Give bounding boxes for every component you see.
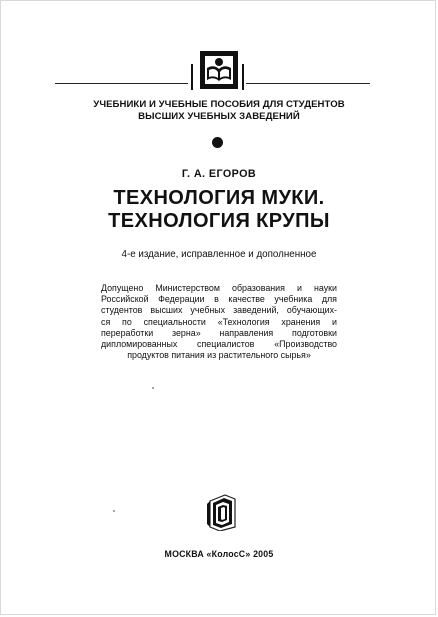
approval-line: дипломированных специалистов «Производство <box>101 339 337 350</box>
approval-line: переработки зерна» направления подготовки <box>101 327 337 338</box>
approval-line: Российской Федерации в качестве учебника для <box>101 294 337 305</box>
emblem-bar-right <box>242 64 244 90</box>
top-rule-left <box>55 83 188 84</box>
approval-line: Допущено Министерством образования и науки <box>101 283 337 293</box>
book-title <box>41 187 397 233</box>
title-line: ТЕХНОЛОГИЯ МУКИ. <box>113 187 325 209</box>
approval-line: продуктов питания из растительного сырья» <box>127 350 311 361</box>
approval-line: студентов высших учебных заведений, обучающих- <box>101 305 337 316</box>
bullet-dot <box>212 137 223 148</box>
title-line: ТЕХНОЛОГИЯ КРУПЫ <box>108 210 330 232</box>
series-line: ВЫСШИХ УЧЕБНЫХ ЗАВЕДЕНИЙ <box>138 111 300 122</box>
approval-line: ся по специальности «Технология хранения и <box>101 316 337 327</box>
series-heading <box>61 99 377 123</box>
edition-note: 4-е издание, исправленное и дополненное <box>121 249 317 260</box>
approval-text <box>101 283 337 361</box>
publisher-book-logo-icon <box>205 493 239 531</box>
series-line: УЧЕБНИКИ И УЧЕБНЫЕ ПОСОБИЯ ДЛЯ СТУДЕНТОВ <box>93 99 345 110</box>
top-rule-right <box>246 83 370 84</box>
open-book-emblem-icon <box>199 50 239 90</box>
speck <box>152 387 154 389</box>
speck <box>113 510 115 512</box>
author-name: Г. А. ЕГОРОВ <box>181 168 257 180</box>
emblem-bar-left <box>191 64 193 90</box>
imprint: МОСКВА «КолосС» 2005 <box>164 549 274 559</box>
